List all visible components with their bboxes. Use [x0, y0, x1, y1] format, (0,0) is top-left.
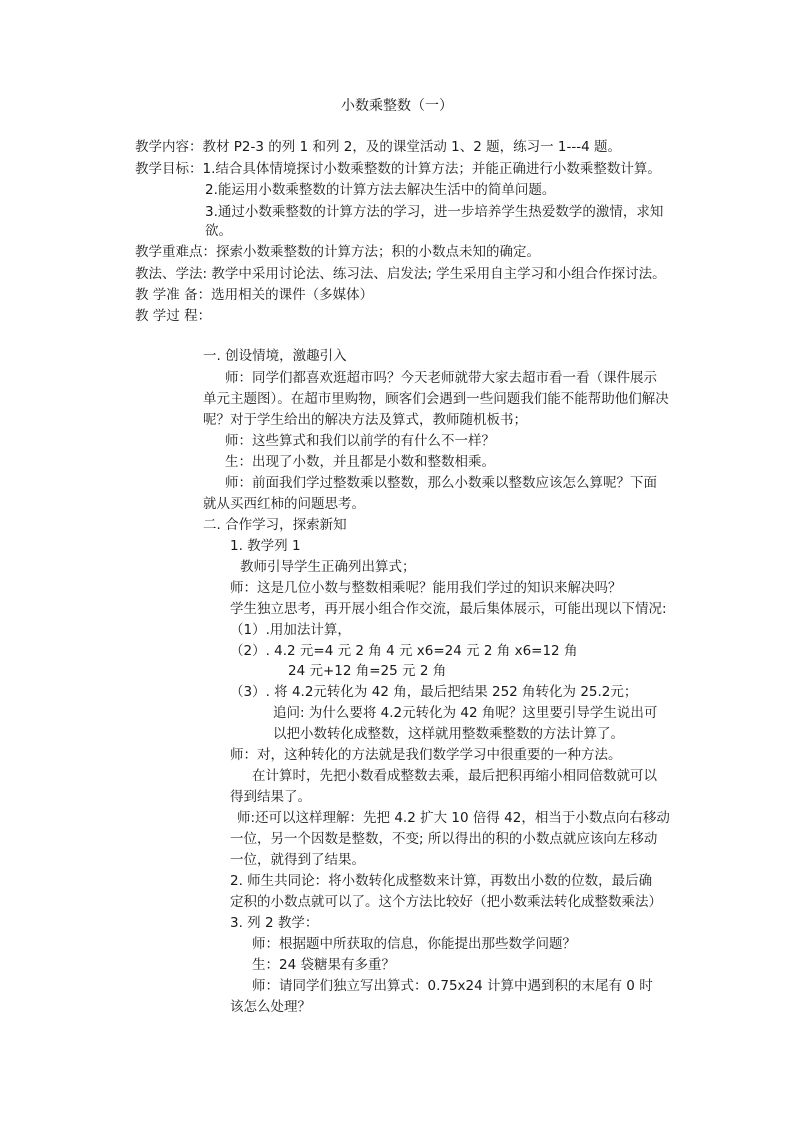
paragraph: 生：24 袋糖果有多重？ [252, 957, 395, 973]
teaching-goal-2: 2.能运用小数乘整数的计算方法去解决生活中的简单问题。 [205, 182, 556, 198]
paragraph: 师：前面我们学过整数乘以整数，那么小数乘以整数应该怎么算呢？下面 [225, 475, 657, 491]
paragraph: 师：请同学们独立写出算式：0.75x24 计算中遇到积的末尾有 0 时 [252, 978, 653, 994]
subheading: 1. 教学列 1 [230, 538, 301, 554]
paragraph: 一位，就得到了结果。 [230, 852, 365, 868]
teaching-goal-3-cont: 欲。 [205, 223, 232, 239]
paragraph: 教师引导学生正确列出算式； [240, 559, 416, 575]
paragraph: 一位，另一个因数是整数，不变; 所以得出的积的小数点就应该向左移动 [230, 831, 658, 847]
section-1-heading: 一. 创设情境，激趣引入 [203, 348, 347, 364]
paragraph: 师：这是几位小数与整数相乘呢？能用我们学过的知识来解决吗？ [230, 580, 622, 596]
teaching-goal-1: 教学目标：1.结合具体情境探讨小数乘整数的计算方法；并能正确进行小数乘整数计算。 [135, 161, 661, 177]
paragraph: 师:还可以这样理解：先把 4.2 扩大 10 倍得 42，相当于小数点向右移动 [237, 810, 670, 826]
paragraph: 该怎么处理？ [230, 999, 311, 1015]
teaching-content: 教学内容：教材 P2-3 的列 1 和列 2，及的课堂活动 1、2 题，练习一 1---4 题。 [135, 139, 621, 155]
key-points: 教学重难点：探索小数乘整数的计算方法；积的小数点未知的确定。 [135, 244, 540, 260]
page-title: 小数乘整数（一） [341, 98, 453, 114]
teaching-prep: 教 学准 备：选用相关的课件（多媒体） [135, 287, 374, 303]
paragraph: 师：这些算式和我们以前学的有什么不一样？ [225, 433, 495, 449]
teaching-methods: 教法、学法: 教学中采用讨论法、练习法、启发法; 学生采用自主学习和小组合作探讨法。 [135, 266, 666, 282]
teaching-goal-3: 3.通过小数乘整数的计算方法的学习，进一步培养学生热爱数学的激情，求知 [205, 204, 664, 220]
teaching-process: 教 学过 程： [135, 308, 212, 324]
subheading: 3. 列 2 教学： [230, 915, 319, 931]
paragraph: 师：根据题中所获取的信息，你能提出那些数学问题？ [252, 936, 576, 952]
paragraph: 师：同学们都喜欢逛超市吗？今天老师就带大家去超市看一看（课件展示 [225, 370, 657, 386]
paragraph: 单元主题图）。在超市里购物，顾客们会遇到一些问题我们能不能帮助他们解决 [203, 391, 669, 407]
paragraph: 得到结果了。 [230, 789, 311, 805]
paragraph: 追问: 为什么要将 4.2元转化为 42 角呢？这里要引导学生说出可 [273, 705, 658, 721]
section-2-heading: 二. 合作学习，探索新知 [203, 517, 347, 533]
list-item: （1）.用加法计算， [230, 622, 351, 638]
paragraph: 学生独立思考，再开展小组合作交流，最后集体展示，可能出现以下情况: [230, 601, 667, 617]
subheading: 2. 师生共同论：将小数转化成整数来计算，再数出小数的位数，最后确 [230, 873, 653, 889]
paragraph: 以把小数转化成整数，这样就用整数乘整数的方法计算了。 [273, 726, 624, 742]
paragraph: 生：出现了小数，并且都是小数和整数相乘。 [225, 454, 495, 470]
paragraph: 在计算时，先把小数看成整数去乘，最后把积再缩小相同倍数就可以 [252, 768, 657, 784]
paragraph: 定积的小数点就可以了。这个方法比较好（把小数乘法转化成整数乘法） [230, 894, 662, 910]
paragraph: 就从买西红柿的问题思考。 [203, 496, 365, 512]
formula-line: 24 元+12 角=25 元 2 角 [288, 663, 447, 679]
list-item: （2）. 4.2 元=4 元 2 角 4 元 x6=24 元 2 角 x6=12 角 [230, 643, 578, 659]
list-item: （3）. 将 4.2元转化为 42 角，最后把结果 252 角转化为 25.2元； [230, 684, 638, 700]
paragraph: 呢？对于学生给出的解决方法及算式，教师随机板书； [203, 412, 527, 428]
paragraph: 师：对，这种转化的方法就是我们数学学习中很重要的一种方法。 [230, 747, 622, 763]
